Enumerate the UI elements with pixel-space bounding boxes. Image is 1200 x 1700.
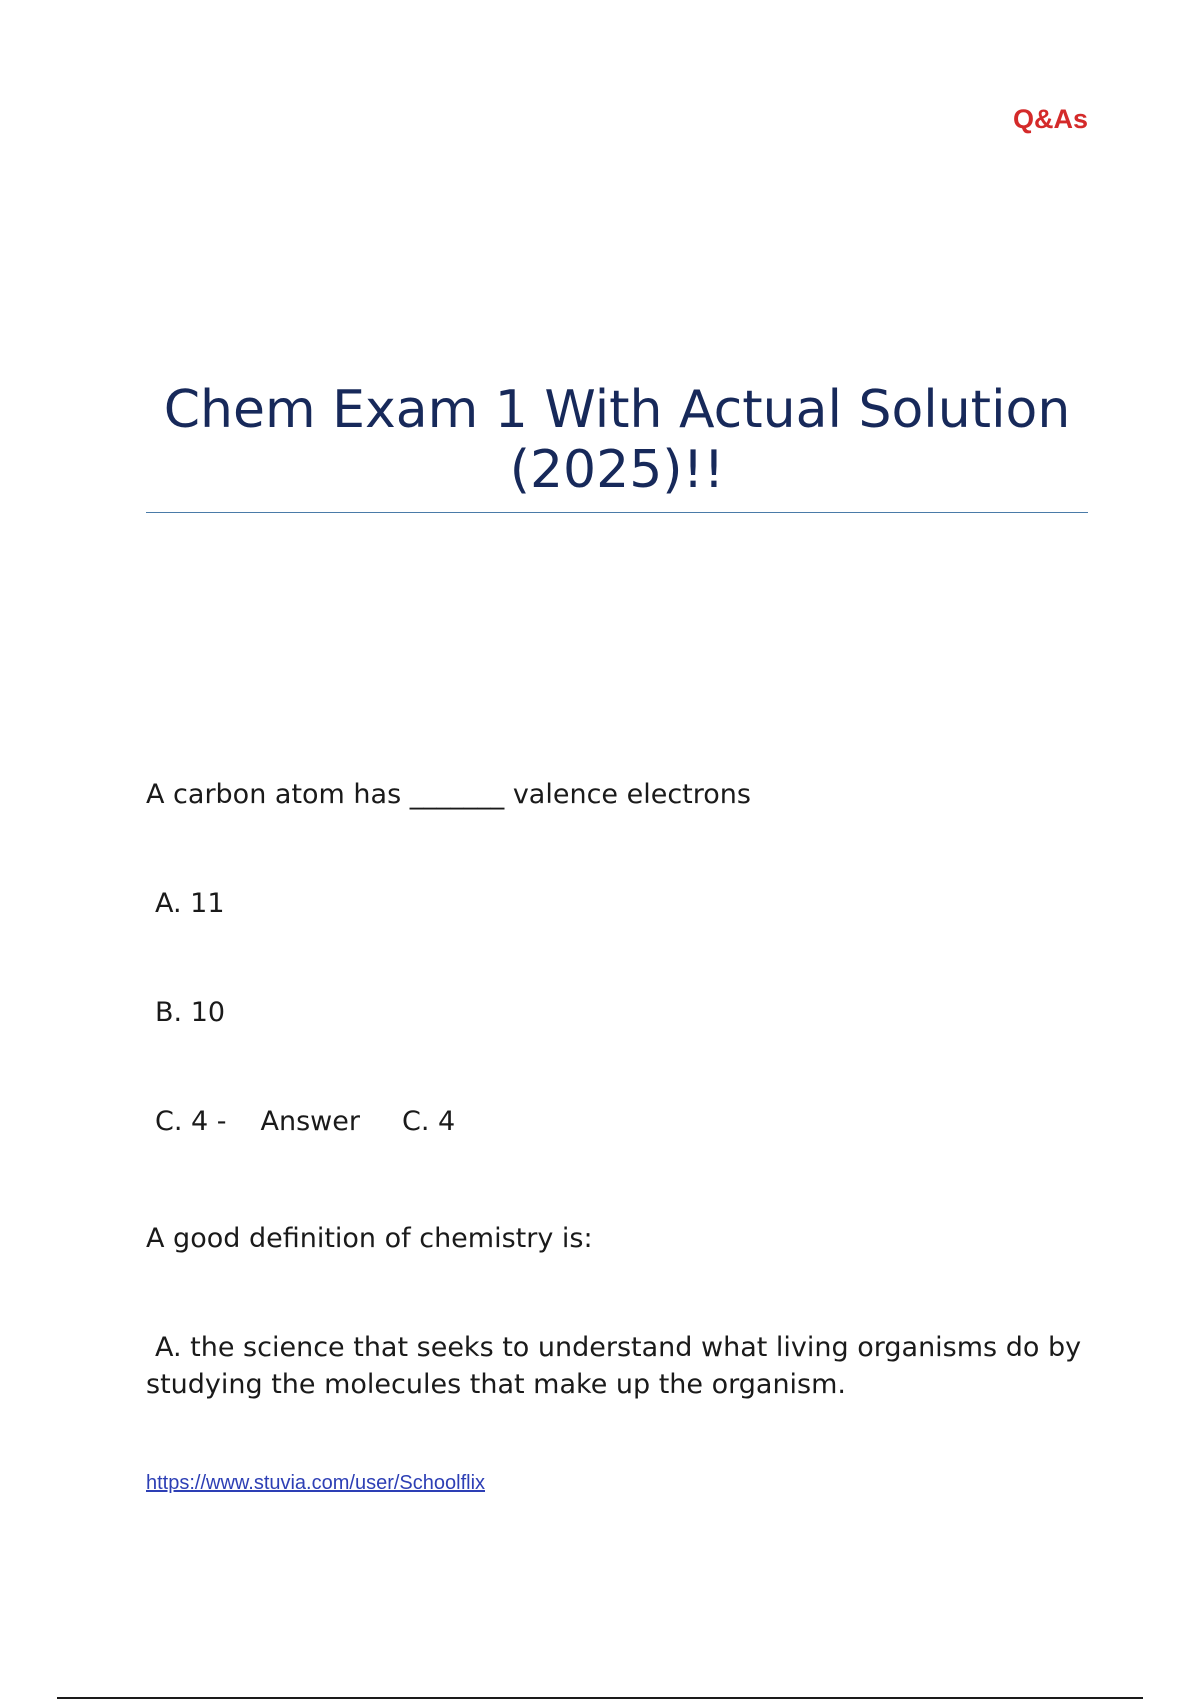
question-2-option-a: A. the science that seeks to understand what living organisms do by studying the molecules that make up the organism.: [146, 1332, 1082, 1400]
question-1-option-a: A. 11: [155, 888, 225, 919]
question-2-prompt: A good definition of chemistry is:: [146, 1223, 593, 1254]
footer-divider: [57, 1697, 1143, 1699]
question-1-answer-row: [155, 1103, 1097, 1140]
question-1-option-b: B. 10: [155, 997, 226, 1028]
title-block: [146, 380, 1088, 513]
answer-value: C. 4: [401, 1106, 456, 1137]
qa-badge: Q&As: [1012, 104, 1088, 134]
title-underline: [146, 512, 1088, 513]
question-1-option-c: C. 4 -: [155, 1106, 227, 1137]
answer-label: Answer: [260, 1106, 360, 1137]
stuvia-profile-link[interactable]: https://www.stuvia.com/user/Schoolflix: [146, 1472, 486, 1494]
question-1-prompt: A carbon atom has _______ valence electrons: [146, 779, 751, 810]
document-title: Chem Exam 1 With Actual Solution (2025)!!: [163, 380, 1071, 500]
